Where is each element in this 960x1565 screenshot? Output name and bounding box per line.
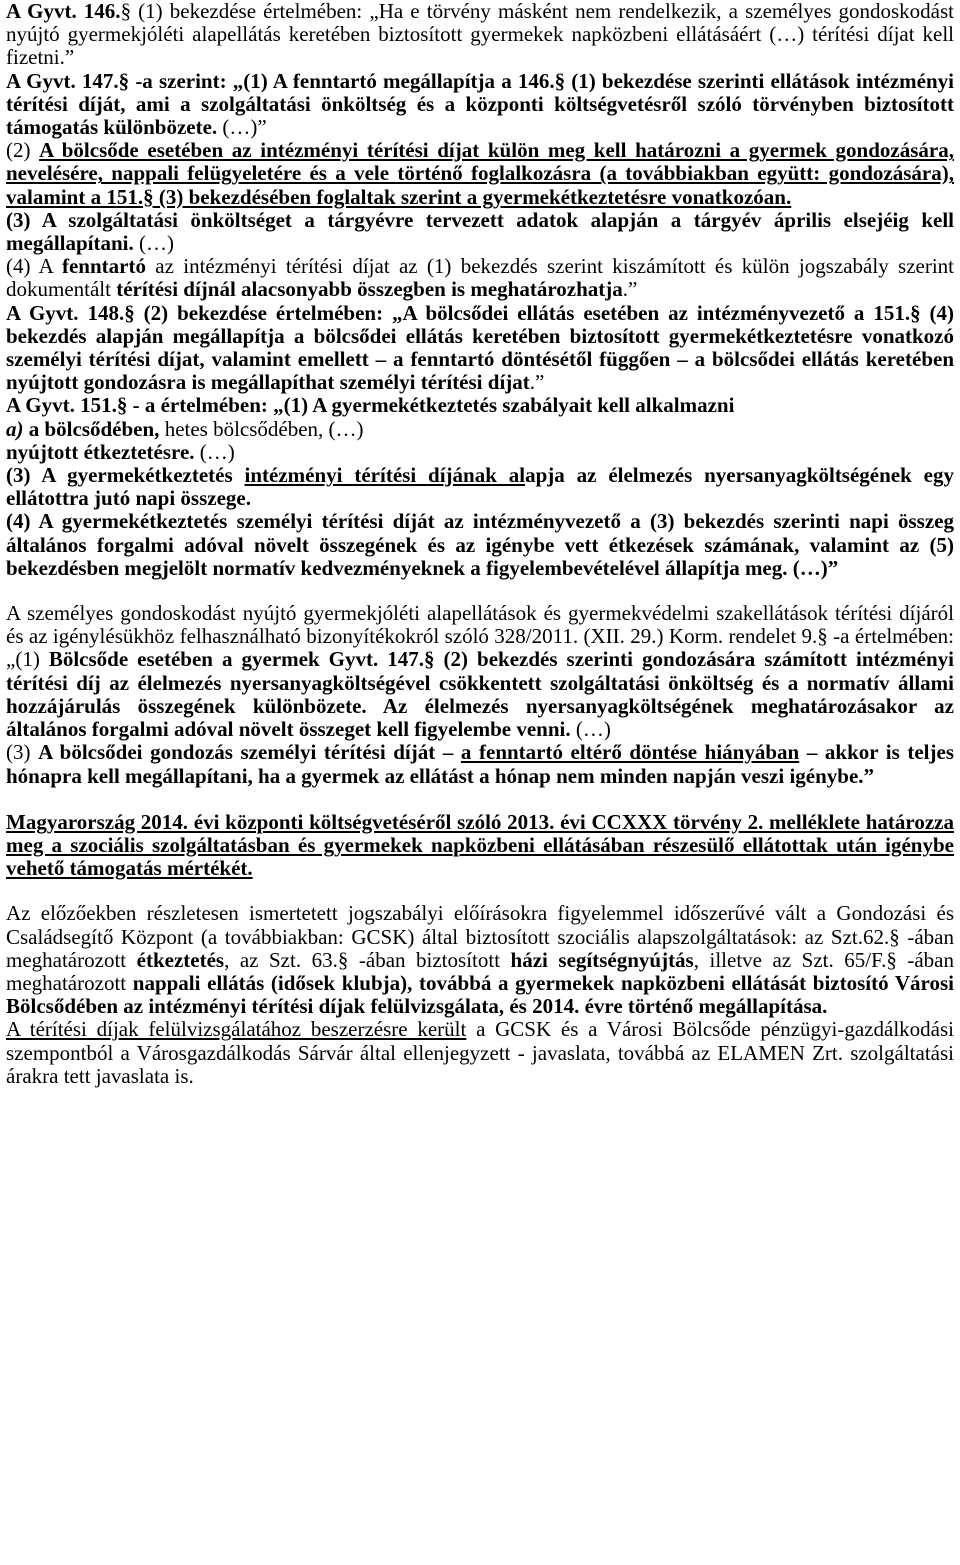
paragraph-korm-rendelet-3 bbox=[6, 741, 954, 787]
text-run: térítési díjnál alacsonyabb összegben is meghatározhatja bbox=[116, 277, 623, 302]
paragraph-gyvt-147-2 bbox=[6, 139, 954, 209]
text-run: fenntartó bbox=[61, 254, 146, 279]
section-sign-icon: § bbox=[120, 0, 132, 23]
text-run: (…)” bbox=[787, 555, 839, 580]
text-run: .” bbox=[529, 370, 545, 395]
text-run: étkeztetés bbox=[136, 947, 225, 972]
paragraph-gyvt-148 bbox=[6, 302, 954, 395]
paragraph-korm-rendelet bbox=[6, 602, 954, 741]
text-run: hetes bölcsődében, (…) bbox=[159, 416, 364, 441]
text-run: a GCSK és a Városi Bölcsőde pénzügyi-gazdálkodási szempontból a Városgazdálkodás Sárvár által ellenjegyzett - javaslata, továbbá az ELAMEN Zrt. szolgáltatási árakra tett javaslata is. bbox=[6, 1017, 954, 1088]
text-run: .” bbox=[622, 277, 638, 302]
section-sign-icon: § bbox=[886, 947, 897, 972]
text-run: a bölcsődében, bbox=[23, 416, 160, 441]
text-run: (…) bbox=[194, 439, 235, 464]
text-run: (4) A gyermekétkeztetés személyi térítési díját az intézményvezető a (3) bekezdés szerinti napi összeg általános forgalmi adóval növelt összegének és az igénybe vett étkezések számának, valamint az (5) bekezdésben megjelölt normatív kedvezményeknek a figyelembevételével állapítja meg. bbox=[6, 509, 954, 580]
paragraph-gyvt-147-3 bbox=[6, 209, 954, 255]
paragraph-gyvt-147 bbox=[6, 70, 954, 140]
text-run: -ában meghatározott bbox=[6, 947, 954, 995]
text-run: (1) bekezdése értelmében: bbox=[131, 0, 363, 23]
section-sign-icon: § bbox=[889, 924, 900, 949]
text-run: A Gyvt. 146. bbox=[6, 0, 121, 23]
section-sign-icon: § bbox=[554, 68, 566, 93]
text-run: a) bbox=[6, 416, 24, 441]
text-run: A Gyvt. 147. bbox=[6, 68, 119, 93]
text-run: nappali ellátás (idősek klubja), továbbá a gyermekek napközbeni ellátását biztosító Városi Bölcsődében az intézményi térítési díjak felülvizsgálata, és 2014. évre történő megállapítása. bbox=[6, 970, 954, 1019]
section-sign-icon: § bbox=[910, 300, 921, 325]
text-run: Az előzőekben részletesen ismertetett jogszabályi előírásokra figyelemmel időszerűvé vált a Gondozási és Családsegítő Központ (a továbbiakban: GCSK) által biztosított szociális alapszolgáltatások: az Szt.62. bbox=[6, 901, 954, 949]
section-sign-icon: § bbox=[424, 647, 435, 672]
paragraph-gyvt-151 bbox=[6, 394, 954, 417]
text-run: (3) A szolgáltatási önköltséget a tárgyévre tervezett adatok alapján a tárgyév április elsejéig kell megállapítani. bbox=[6, 207, 954, 256]
text-run: (2) bbox=[6, 138, 40, 163]
text-run: , illetve az Szt. 65/F. bbox=[693, 947, 887, 972]
text-run: A bölcsőde esetében az intézményi térítési díjat külön meg kell határozni a gyermek gondozására, nevelésére, nappali felügyeletére és a vele történő foglalkozásra (a továbbiakban együtt: gondozására), valamint a 151. bbox=[6, 138, 954, 209]
text-run: Bölcsőde esetében a gyermek Gyvt. 147. bbox=[48, 647, 425, 672]
text-run: nyújtott étkeztetésre. bbox=[6, 439, 195, 464]
text-run: A Gyvt. 148. bbox=[6, 300, 125, 325]
text-run: , az Szt. 63. bbox=[224, 947, 338, 972]
section-sign-icon: § bbox=[118, 68, 130, 93]
text-run: „Ha e törvény másként nem rendelkezik, a személyes gondoskodást nyújtó gyermekjóléti alapellátás keretében biztosított gyermekek napközbeni ellátásáért (…) térítési díjat kell fizetni.” bbox=[6, 0, 954, 70]
paragraph-gyvt-151-a bbox=[6, 418, 954, 441]
text-run: A személyes gondoskodást nyújtó gyermekjóléti alapellátások és gyermekvédelmi szakellátások térítési díjáról és az igénylésükhöz felhasználható bizonyítékokról szóló 328/2011. (XII. 29.) Korm. rendelet 9. bbox=[6, 601, 954, 649]
text-run: A Gyvt. 151. bbox=[6, 393, 117, 418]
text-run: (…)” bbox=[217, 115, 267, 140]
text-run: (2) bekezdés szerinti gondozására számított intézményi térítési díj az élelmezés nyersanyagköltségével csökkentett szolgáltatási önköltség és a normatív állami hozzájárulás összegének különbözete. Az élelmezés nyersanyagköltségének meghatározásakor az általános forgalmi adóval növelt összeget kell figyelembe venni. bbox=[6, 647, 955, 742]
paragraph-koltsegvetes: Magyarország 2014. évi központi költségvetéséről szóló 2013. évi CCXXX törvény 2. melléklete határozza meg a szociális szolgáltatásban és gyermekek napközbeni ellátásában részesülő ellátottak után igénybe vehető támogatás mértékét. bbox=[6, 809, 954, 881]
text-run: „A bölcsődei ellátás esetében az intézményvezető a 151. bbox=[383, 300, 911, 325]
text-run: intézményi térítési díjának al bbox=[244, 463, 526, 488]
text-run: (…) bbox=[133, 231, 175, 256]
section-sign-icon: § bbox=[337, 947, 349, 972]
paragraph-felulvizsgalat bbox=[6, 902, 954, 1018]
section-sign-icon: § bbox=[124, 300, 135, 325]
section-sign-icon: § bbox=[143, 184, 154, 209]
text-run: -a szerint: „(1) A fenntartó megállapítja a 146. bbox=[129, 68, 555, 93]
text-run: A bölcsődei gondozás személyi térítési díját – bbox=[38, 740, 461, 765]
section-sign-icon: § bbox=[116, 393, 128, 418]
paragraph-gyvt-151-3 bbox=[6, 464, 954, 510]
text-run: az intézményi térítési díjat az (1) bekezdés szerint kiszámított és külön jogszabály szerint dokumentált bbox=[6, 254, 954, 302]
text-run: (1) bekezdése szerinti ellátások intézményi térítési díját, ami a szolgáltatási önköltség és a központi költségvetésről szóló törvényben biztosított támogatás különbözete. bbox=[6, 68, 954, 140]
text-run: (3) A gyermekétkeztetés bbox=[6, 463, 245, 488]
paragraph-javaslat bbox=[6, 1018, 954, 1088]
text-run: házi segítségnyújtás bbox=[510, 947, 694, 972]
text-run: -a értelmében: „(1) bbox=[6, 624, 954, 672]
text-run: -ában biztosított bbox=[348, 947, 511, 972]
text-run: (4) bekezdés alapján megállapítja a bölcsődei ellátás keretében biztosított gyermekétkeztetésre vonatkozó személyi térítési díjat, valamint emellett – a fenntartó döntésétől függően – a bölcsődei ellátás keretében nyújtott gondozásra is megállapíthat személyi térítési díjat bbox=[6, 300, 954, 395]
text-run: – akkor is teljes hónapra kell megállapítani, ha a gyermek az ellátást a hónap nem minden napján veszi igénybe.” bbox=[6, 740, 954, 788]
section-sign-icon: § bbox=[817, 624, 828, 649]
text-run: (…) bbox=[570, 717, 611, 742]
paragraph-gyvt-146 bbox=[6, 0, 954, 70]
text-run: -ában meghatározott bbox=[6, 924, 954, 972]
paragraph-spacer bbox=[6, 880, 954, 902]
text-run: apja az élelmezés nyersanyagköltségének egy ellátottra jutó napi összege. bbox=[6, 463, 954, 511]
paragraph-gyvt-151-4 bbox=[6, 510, 954, 580]
paragraph-spacer bbox=[6, 788, 954, 811]
text-run: (3) bbox=[6, 740, 39, 765]
text-run: a fenntartó eltérő döntése hiányában bbox=[460, 740, 800, 765]
text-run: (2) bekezdése értelmében: bbox=[134, 300, 384, 325]
text-run: - a értelmében: „(1) A gyermekétkeztetés szabályait kell alkalmazni bbox=[127, 393, 735, 418]
text-run: (3) bekezdésében foglaltak szerint a gyermekétkeztetésre vonatkozóan. bbox=[153, 184, 792, 209]
paragraph-spacer bbox=[6, 580, 954, 602]
text-run: A térítési díjak felülvizsgálatához beszerzésre került bbox=[6, 1017, 467, 1042]
paragraph-gyvt-147-4 bbox=[6, 255, 954, 301]
text-run: (4) A bbox=[6, 254, 62, 279]
paragraph-gyvt-151-nyujtott bbox=[6, 441, 954, 464]
